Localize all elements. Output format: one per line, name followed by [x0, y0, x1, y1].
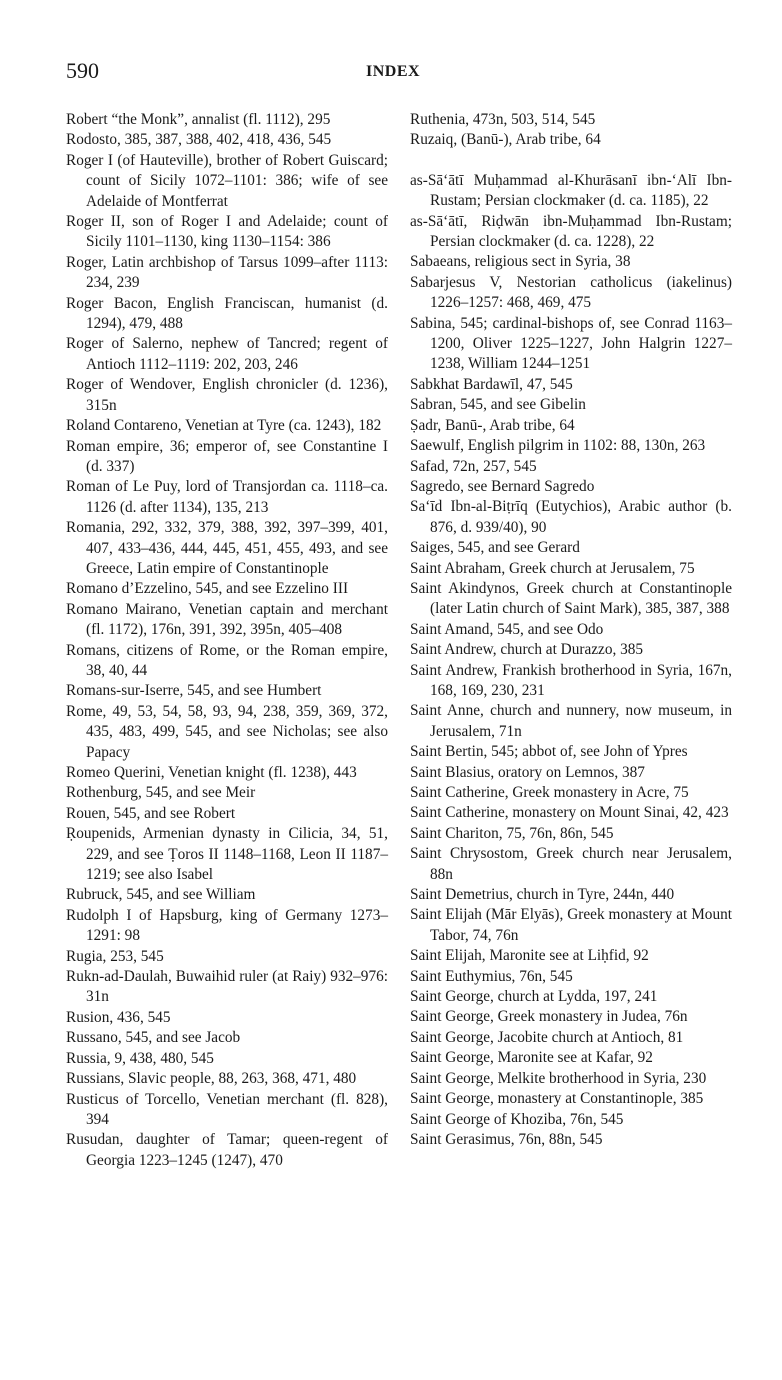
- index-entry: Rusudan, daughter of Tamar; queen-regent of Georgia 1223–1245 (1247), 470: [66, 1131, 388, 1169]
- index-entry: Saint George, monastery at Constantinople, 385: [410, 1090, 704, 1108]
- index-entry: Saint Andrew, church at Durazzo, 385: [410, 641, 644, 659]
- index-entry: Roger of Salerno, nephew of Tancred; regent of Antioch 1112–1119: 202, 203, 246: [66, 335, 388, 373]
- running-head: INDEX: [366, 63, 421, 80]
- index-entry: Saint Elijah, Maronite see at Liḥfid, 92: [410, 947, 649, 965]
- index-entry: Sa‘īd Ibn-al-Biṭrīq (Eutychios), Arabic author (b. 876, d. 939/40), 90: [410, 498, 732, 536]
- section-gap: [410, 151, 732, 171]
- index-entry: Rodosto, 385, 387, 388, 402, 418, 436, 545: [66, 131, 332, 149]
- right-column-main-group: [410, 171, 732, 1151]
- index-entry: Sagredo, see Bernard Sagredo: [410, 477, 595, 495]
- index-entry: Saint Blasius, oratory on Lemnos, 387: [410, 763, 645, 781]
- page-number: 590: [66, 58, 99, 83]
- index-entry: Ruzaiq, (Banū-), Arab tribe, 64: [410, 131, 601, 149]
- index-entry: Saint Amand, 545, and see Odo: [410, 620, 604, 638]
- index-entry: as-Sā‘ātī Muḥammad al-Khurāsanī ibn-‘Alī Ibn-Rustam; Persian clockmaker (d. ca. 1185), 22: [410, 171, 732, 210]
- index-entry: Saint George, church at Lydda, 197, 241: [410, 988, 658, 1006]
- index-entry: Saint Euthymius, 76n, 545: [410, 967, 573, 985]
- index-entry: Sabran, 545, and see Gibelin: [410, 396, 586, 414]
- index-entry: Saint Bertin, 545; abbot of, see John of Ypres: [410, 743, 688, 761]
- index-entry: Roland Contareno, Venetian at Tyre (ca. 1243), 182: [66, 417, 382, 435]
- index-entry: Safad, 72n, 257, 545: [410, 457, 537, 475]
- index-entry: Sabina, 545; cardinal-bishops of, see Conrad 1163–1200, Oliver 1225–1227, John Halgrin 1227–1238, William 1244–1251: [410, 314, 732, 373]
- index-entry: Romano Mairano, Venetian captain and merchant (fl. 1172), 176n, 391, 392, 395n, 405–408: [66, 600, 388, 639]
- index-entry: Sabkhat Bardawīl, 47, 545: [410, 375, 573, 393]
- index-entry: Roger I (of Hauteville), brother of Robert Guiscard; count of Sicily 1072–1101: 386; wife of see Adelaide of Montferrat: [66, 151, 388, 210]
- index-entry: Rugia, 253, 545: [66, 947, 164, 965]
- index-entry: Roger Bacon, English Franciscan, humanist (d. 1294), 479, 488: [66, 294, 388, 333]
- index-entry: Saint Anne, church and nunnery, now museum, in Jerusalem, 71n: [410, 702, 732, 740]
- index-entry: Saint George, Jacobite church at Antioch, 81: [410, 1028, 684, 1046]
- index-entry: Romania, 292, 332, 379, 388, 392, 397–399, 401, 407, 433–436, 444, 445, 451, 455, 493, and see Greece, Latin empire of Constantinople: [66, 519, 388, 577]
- index-entry: Rukn-ad-Daulah, Buwaihid ruler (at Raiy) 932–976: 31n: [66, 968, 388, 1006]
- right-column-top-group: [410, 110, 732, 151]
- index-entry: Russano, 545, and see Jacob: [66, 1029, 241, 1047]
- index-entry: Romeo Querini, Venetian knight (fl. 1238), 443: [66, 764, 357, 781]
- index-entry: Rome, 49, 53, 54, 58, 93, 94, 238, 359, 369, 372, 435, 483, 499, 545, and see Nicholas; see also Papacy: [66, 702, 388, 761]
- index-entry: Rusticus of Torcello, Venetian merchant (fl. 828), 394: [66, 1090, 388, 1128]
- index-entry: as-Sā‘ātī, Riḍwān ibn-Muḥammad Ibn-Rustam; Persian clockmaker (d. ca. 1228), 22: [410, 212, 732, 251]
- index-entry: Saint Demetrius, church in Tyre, 244n, 440: [410, 886, 675, 904]
- index-entry: Russians, Slavic people, 88, 263, 368, 471, 480: [66, 1070, 357, 1088]
- index-entry: Roger of Wendover, English chronicler (d. 1236), 315n: [66, 376, 388, 414]
- index-entry: Roman of Le Puy, lord of Transjordan ca. 1118–ca. 1126 (d. after 1134), 135, 213: [66, 478, 388, 516]
- index-entry: Rusion, 436, 545: [66, 1008, 171, 1026]
- index-entry: Rubruck, 545, and see William: [66, 886, 256, 904]
- index-entry: Romans-sur-Iserre, 545, and see Humbert: [66, 682, 322, 700]
- index-entry: Romano d’Ezzelino, 545, and see Ezzelino III: [66, 580, 349, 598]
- index-entry: Saint Andrew, Frankish brotherhood in Syria, 167n, 168, 169, 230, 231: [410, 661, 732, 699]
- index-entry: Saewulf, English pilgrim in 1102: 88, 130n, 263: [410, 437, 706, 455]
- right-column: [410, 110, 732, 1150]
- index-entry: Rudolph I of Hapsburg, king of Germany 1273–1291: 98: [66, 906, 388, 945]
- index-entry: Saint Gerasimus, 76n, 88n, 545: [410, 1130, 603, 1148]
- index-entry: Saint Abraham, Greek church at Jerusalem, 75: [410, 559, 695, 577]
- index-entry: Saint Elijah (Mār Elyās), Greek monastery at Mount Tabor, 74, 76n: [410, 906, 732, 944]
- index-entry: Romans, citizens of Rome, or the Roman empire, 38, 40, 44: [66, 641, 388, 679]
- index-entry: Saint George, Maronite see at Kafar, 92: [410, 1049, 653, 1067]
- index-entry: Ṛoupenids, Armenian dynasty in Cilicia, 34, 51, 229, and see Ṭoros II 1148–1168, Leon II 1187–1219; see also Isabel: [66, 825, 388, 884]
- index-entry: Ṣadr, Banū-, Arab tribe, 64: [410, 416, 575, 434]
- index-entry: Ruthenia, 473n, 503, 514, 545: [410, 111, 596, 128]
- index-entry: Saint George, Greek monastery in Judea, 76n: [410, 1008, 688, 1026]
- index-entry: Robert “the Monk”, annalist (fl. 1112), 295: [66, 111, 331, 128]
- index-entry: Sabaeans, religious sect in Syria, 38: [410, 253, 631, 271]
- index-entry: Roman empire, 36; emperor of, see Constantine I (d. 337): [66, 437, 388, 475]
- index-entry: Saint George, Melkite brotherhood in Syria, 230: [410, 1069, 707, 1087]
- index-entry: Rothenburg, 545, and see Meir: [66, 784, 256, 802]
- index-entry: Saiges, 545, and see Gerard: [410, 539, 580, 557]
- index-entry: Saint Catherine, Greek monastery in Acre, 75: [410, 784, 689, 801]
- index-entry: Saint George of Khoziba, 76n, 545: [410, 1110, 624, 1128]
- index-entry: Rouen, 545, and see Robert: [66, 804, 236, 822]
- index-entry: Saint Catherine, monastery on Mount Sinai, 42, 423: [410, 804, 729, 822]
- left-column: [66, 110, 388, 1171]
- index-entry: Saint Akindynos, Greek church at Constantinople (later Latin church of Saint Mark), 385, 387, 388: [410, 579, 732, 618]
- index-entry: Roger II, son of Roger I and Adelaide; count of Sicily 1101–1130, king 1130–1154: 386: [66, 213, 388, 251]
- index-entry: Roger, Latin archbishop of Tarsus 1099–after 1113: 234, 239: [66, 253, 388, 292]
- index-entry: Russia, 9, 438, 480, 545: [66, 1049, 214, 1067]
- index-entry: Sabarjesus V, Nestorian catholicus (iakelinus) 1226–1257: 468, 469, 475: [410, 273, 732, 312]
- index-entry: Saint Chariton, 75, 76n, 86n, 545: [410, 824, 614, 842]
- index-entry: Saint Chrysostom, Greek church near Jerusalem, 88n: [410, 845, 732, 883]
